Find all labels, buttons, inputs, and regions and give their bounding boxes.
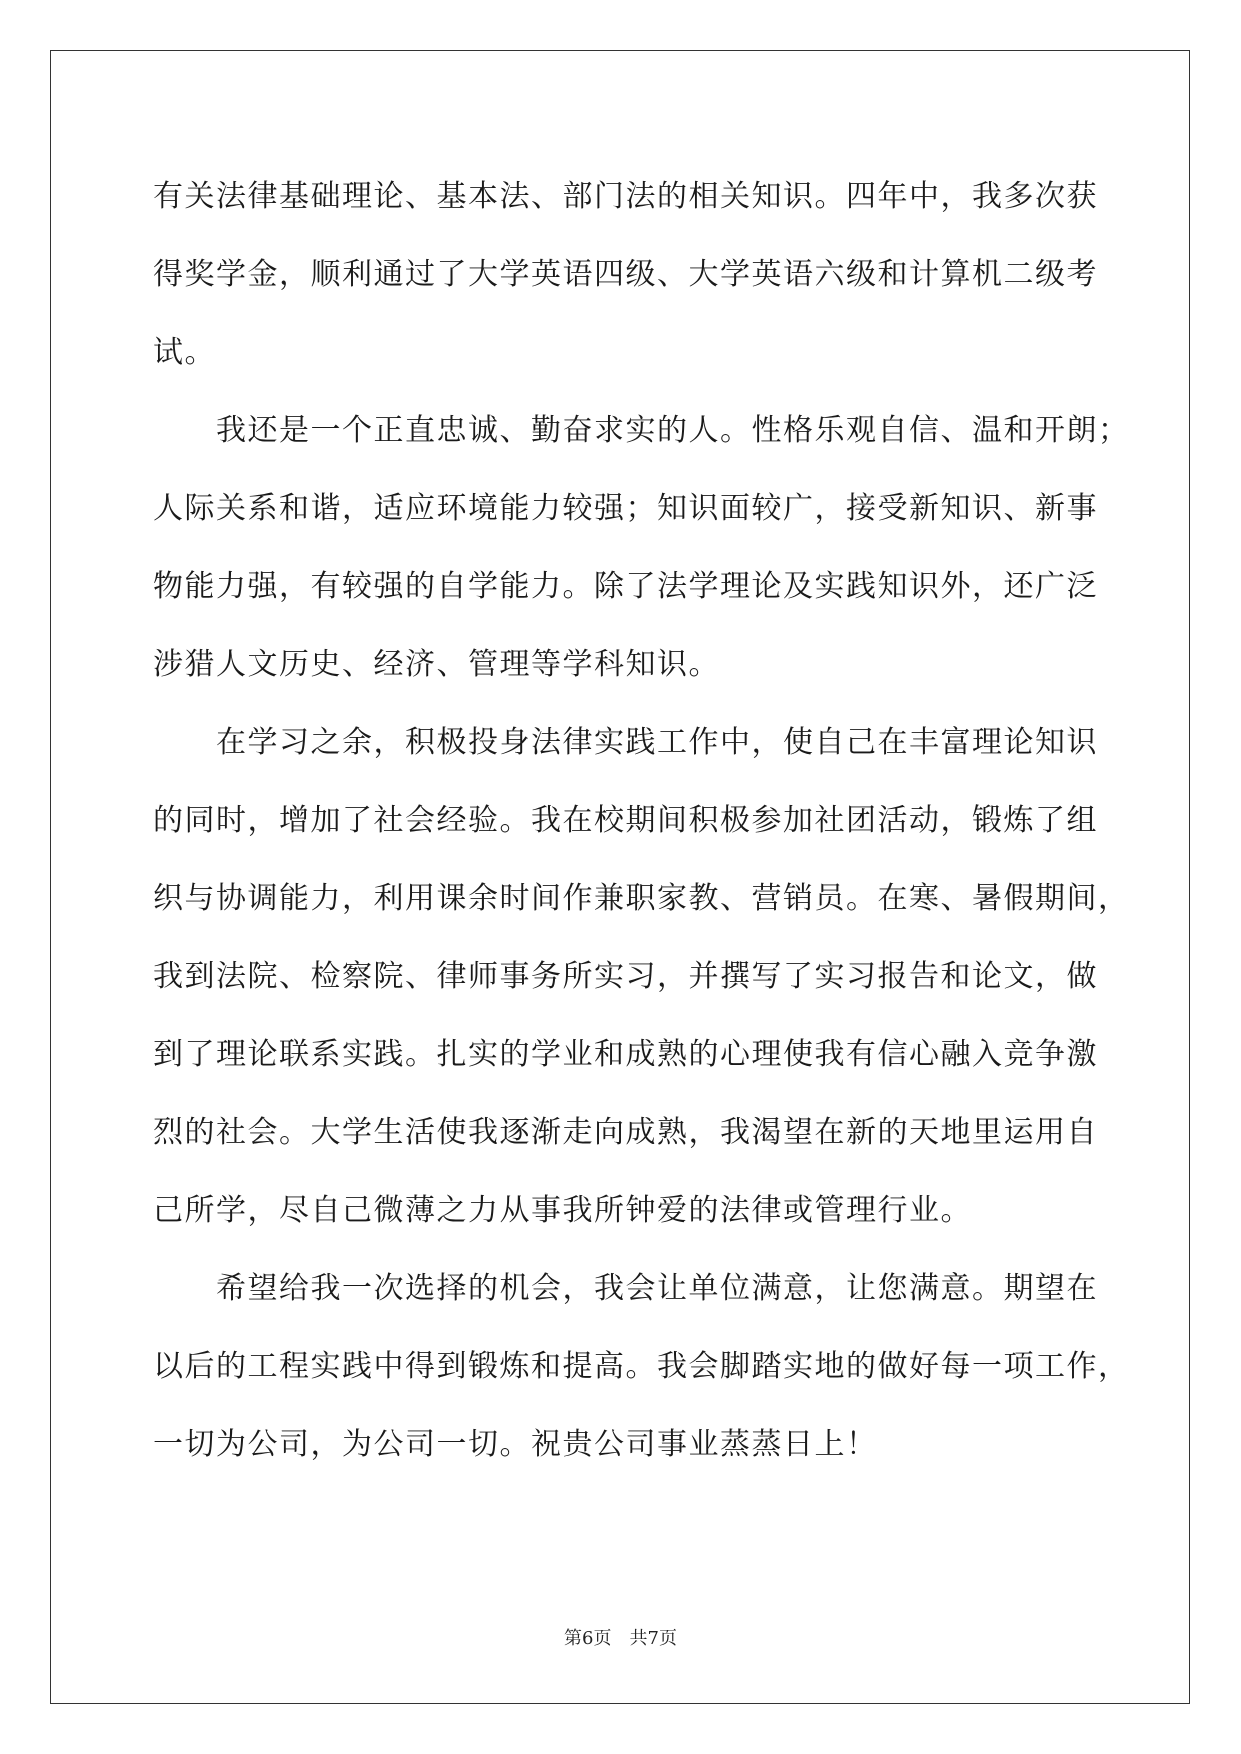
page-footer — [0, 1624, 1241, 1650]
text-line: 织与协调能力，利用课余时间作兼职家教、营销员。在寒、暑假期间， — [153, 881, 1130, 916]
text-line: 己所学，尽自己微薄之力从事我所钟爱的法律或管理行业。 — [153, 1193, 972, 1228]
document-body — [153, 158, 1130, 1484]
paragraph-start-line: 希望给我一次选择的机会，我会让单位满意，让您满意。期望在 — [216, 1271, 1098, 1306]
paragraph-start-line: 我还是一个正直忠诚、勤奋求实的人。性格乐观自信、温和开朗； — [216, 413, 1130, 448]
text-line: 我到法院、检察院、律师事务所实习，并撰写了实习报告和论文，做 — [153, 959, 1098, 994]
page-number-current: 第6页 — [564, 1628, 612, 1649]
text-line: 到了理论联系实践。扎实的学业和成熟的心理使我有信心融入竞争激 — [153, 1037, 1098, 1072]
text-line: 物能力强，有较强的自学能力。除了法学理论及实践知识外，还广泛 — [153, 569, 1098, 604]
text-line: 以后的工程实践中得到锻炼和提高。我会脚踏实地的做好每一项工作， — [153, 1349, 1130, 1384]
text-line: 的同时，增加了社会经验。我在校期间积极参加社团活动，锻炼了组 — [153, 803, 1098, 838]
text-line: 涉猎人文历史、经济、管理等学科知识。 — [153, 647, 720, 682]
text-line: 烈的社会。大学生活使我逐渐走向成熟，我渴望在新的天地里运用自 — [153, 1115, 1098, 1150]
text-line: 一切为公司，为公司一切。祝贵公司事业蒸蒸日上！ — [153, 1427, 878, 1462]
text-line: 有关法律基础理论、基本法、部门法的相关知识。四年中，我多次获 — [153, 179, 1098, 214]
text-line: 得奖学金，顺利通过了大学英语四级、大学英语六级和计算机二级考 — [153, 257, 1098, 292]
paragraph-start-line: 在学习之余，积极投身法律实践工作中，使自己在丰富理论知识 — [216, 725, 1098, 760]
text-line: 试。 — [153, 335, 216, 370]
text-line: 人际关系和谐，适应环境能力较强；知识面较广，接受新知识、新事 — [153, 491, 1098, 526]
page-number-total: 共7页 — [629, 1628, 677, 1649]
